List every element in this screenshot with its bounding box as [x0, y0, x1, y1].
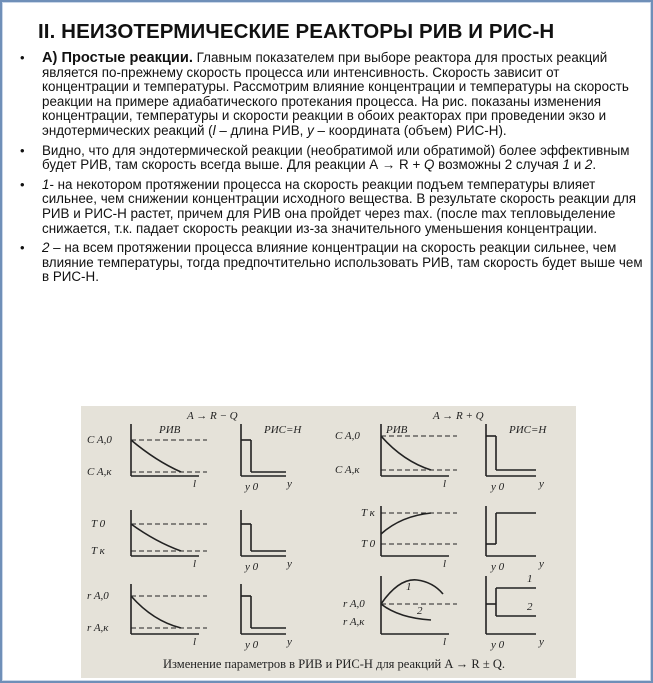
bullet-dot: •	[20, 240, 25, 256]
y0-label: y 0	[245, 481, 259, 493]
c-a0-label: C A,0	[87, 434, 112, 446]
bullet-text: Главным показателем при выборе реактора для простых реакций является по-прежнему скорость процесса или интенсивность. Скорость зависит от концентрации и температуры. Рассмотрим влияние концентрации и температуры на скорость реакции на примере адиабатического протекания процесса. На рис. показаны изменения концентрации, температуры и скорости реакции в обоих реакторах при проведении экзо и эндотермических реакций (	[42, 50, 629, 138]
right-c-a0-label: C A,0	[335, 430, 360, 442]
y0-label: y 0	[245, 561, 259, 573]
bullet-dot: •	[20, 50, 25, 65]
figure-drawing	[81, 406, 576, 678]
bullet-text: и	[569, 157, 585, 173]
case-number: 2	[42, 240, 50, 256]
pich-curve-1-label: 1	[527, 573, 533, 585]
right-t0-label: T 0	[361, 538, 376, 550]
left-pich-label: РИС=Н	[264, 424, 302, 436]
bullet-text: – координата (объем) РИС-Н).	[313, 122, 507, 138]
bullet-list	[16, 51, 644, 290]
case-1-ref: 1	[562, 157, 570, 173]
y0-label: y 0	[491, 639, 505, 651]
y-axis-label: y	[287, 636, 292, 648]
right-piv-label: РИВ	[386, 424, 408, 436]
left-reaction-label: A → R − Q	[187, 410, 238, 422]
curve-1-label: 1	[406, 581, 412, 593]
figure-caption: Изменение параметров в РИВ и РИС-Н для реакций A → R ± Q.	[163, 657, 506, 671]
y-axis-label: y	[539, 636, 544, 648]
bullet-dot: •	[20, 176, 25, 192]
reactor-parameters-figure	[81, 406, 576, 678]
y-axis-label: y	[287, 558, 292, 570]
slide-title: II. НЕИЗОТЕРМИЧЕСКИЕ РЕАКТОРЫ РИВ И РИС-Н	[38, 20, 555, 43]
bullet-case-1	[16, 178, 644, 236]
l-axis-label: l	[193, 636, 197, 648]
y0-label: y 0	[491, 481, 505, 493]
right-r-ak-label: r A,к	[343, 616, 365, 628]
case-number: 1	[42, 176, 50, 192]
right-r-a0-label: r A,0	[343, 598, 365, 610]
bullet-endothermic	[16, 144, 644, 173]
right-pich-label: РИС=Н	[509, 424, 547, 436]
tk-label: T к	[91, 545, 105, 557]
bullet-text: - на некотором протяжении процесса на скорость реакции подъем температуры влияет сильнее, чем снижении концентрации исходного вещества. В результате скорость реакции для РИВ и РИС-Н растет, причем для РИВ она пройдет через max. (после max тепловыделение снижается, т.к. падает скорость реакции из-за значительного уменьшения концентрации.	[42, 176, 637, 236]
right-c-ak-label: C A,к	[335, 464, 360, 476]
l-axis-label: l	[193, 558, 197, 570]
r-a0-label: r A,0	[87, 590, 109, 602]
bullet-text: возможны 2 случая	[434, 157, 563, 173]
symbol-y: у	[307, 122, 314, 138]
pich-curve-2-label: 2	[527, 601, 533, 613]
symbol-q: Q	[424, 157, 435, 173]
l-axis-label: l	[443, 558, 447, 570]
left-piv-label: РИВ	[159, 424, 181, 436]
l-axis-label: l	[443, 636, 447, 648]
bullet-dot: •	[20, 142, 25, 158]
case-2-ref: 2	[584, 157, 593, 173]
l-axis-label: l	[193, 478, 197, 490]
curve-2-label: 2	[417, 605, 423, 617]
right-tk-label: T к	[361, 507, 375, 519]
bullet-text: – длина РИВ,	[215, 122, 308, 138]
y0-label: y 0	[245, 639, 259, 651]
bullet-simple-reactions	[16, 51, 644, 139]
symbol-l: l	[212, 122, 216, 138]
right-reaction-label: A → R + Q	[433, 410, 484, 422]
bullet-text: .	[592, 157, 597, 173]
l-axis-label: l	[443, 478, 447, 490]
t0-label: T 0	[91, 518, 106, 530]
y-axis-label: y	[287, 478, 292, 490]
bullet-case-2	[16, 241, 644, 285]
section-heading: А) Простые реакции.	[42, 50, 193, 66]
bullet-text: – на всем протяжении процесса влияние концентрации на скорость реакции сильнее, чем влияние температуры, тогда предпочтительно использовать РИВ, там скорость будет выше чем в РИС-Н.	[42, 240, 643, 285]
r-ak-label: r A,к	[87, 622, 109, 634]
y0-label: y 0	[491, 561, 505, 573]
c-ak-label: C A,к	[87, 466, 112, 478]
bullet-text: Видно, что для эндотермической реакции (необратимой или обратимой) более эффективным будет РИВ, там скорость всегда выше. Для реакции А → R +	[42, 142, 630, 173]
y-axis-label: y	[539, 478, 544, 490]
y-axis-label: y	[539, 558, 544, 570]
